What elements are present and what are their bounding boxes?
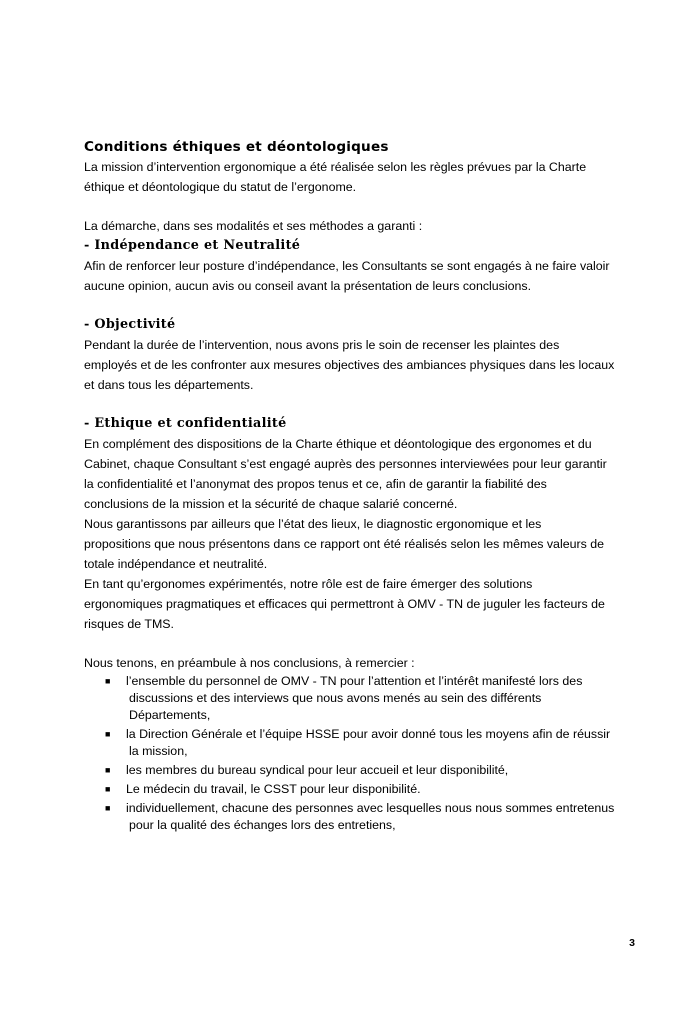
demarche-line: La démarche, dans ses modalités et ses méthodes a garanti : xyxy=(84,219,423,233)
list-item xyxy=(84,800,644,834)
list-item-line: l’ensemble du personnel de OMV - TN pour l’attention et l’intérêt manifesté lors des xyxy=(126,674,583,688)
section-title: Conditions éthiques et déontologiques xyxy=(84,139,389,155)
paragraph-line: conclusions de la mission et la sécurité de chaque salarié concerné. xyxy=(84,497,458,511)
paragraph-line: Cabinet, chaque Consultant s’est engagé auprès des personnes interviewées pour leur garantir xyxy=(84,457,607,471)
intro-line: éthique et déontologique du statut de l’ergonome. xyxy=(84,180,357,194)
list-item-line: discussions et des interviews que nous avons menés au sein des différents xyxy=(129,691,542,705)
square-bullet-icon: ■ xyxy=(105,765,111,775)
paragraph-line: En complément des dispositions de la Charte éthique et déontologique des ergonomes et du xyxy=(84,437,592,451)
square-bullet-icon: ■ xyxy=(105,784,111,794)
list-item-line: Départements, xyxy=(129,708,211,722)
list-item-line: la mission, xyxy=(129,744,188,758)
thanks-intro: Nous tenons, en préambule à nos conclusions, à remercier : xyxy=(84,656,415,670)
square-bullet-icon: ■ xyxy=(105,729,111,739)
paragraph-line: risques de TMS. xyxy=(84,617,174,631)
paragraph-line: Nous garantissons par ailleurs que l’état des lieux, le diagnostic ergonomique et les xyxy=(84,517,542,531)
page-number: 3 xyxy=(629,937,635,949)
paragraph-line: aucune opinion, aucun avis ou conseil avant la présentation de leurs conclusions. xyxy=(84,279,532,293)
list-item-line: individuellement, chacune des personnes avec lesquelles nous nous sommes entretenus xyxy=(126,801,615,815)
list-item-line: les membres du bureau syndical pour leur accueil et leur disponibilité, xyxy=(126,763,509,777)
paragraph-line: et dans tous les départements. xyxy=(84,378,254,392)
intro-line: La mission d’intervention ergonomique a été réalisée selon les règles prévues par la Charte xyxy=(84,160,587,174)
paragraph-line: Pendant la durée de l’intervention, nous avons pris le soin de recenser les plaintes des xyxy=(84,338,560,352)
page-content xyxy=(84,137,644,834)
heading-independance: - Indépendance et Neutralité xyxy=(84,238,301,253)
paragraph-line: totale indépendance et neutralité. xyxy=(84,557,268,571)
paragraph-line: propositions que nous présentons dans ce rapport ont été réalisés selon les mêmes valeurs de xyxy=(84,537,605,551)
list-item-line: la Direction Générale et l’équipe HSSE pour avoir donné tous les moyens afin de réussir xyxy=(126,727,611,741)
list-item xyxy=(84,762,644,779)
heading-ethique: - Ethique et confidentialité xyxy=(84,416,287,431)
spacer xyxy=(84,395,644,414)
list-item-line: pour la qualité des échanges lors des entretiens, xyxy=(129,818,396,832)
paragraph-line: employés et de les confronter aux mesures objectives des ambiances physiques dans les locaux xyxy=(84,358,615,372)
list-item-line: Le médecin du travail, le CSST pour leur disponibilité. xyxy=(126,782,421,796)
spacer xyxy=(84,296,644,315)
square-bullet-icon: ■ xyxy=(105,676,111,686)
paragraph-line: En tant qu’ergonomes expérimentés, notre rôle est de faire émerger des solutions xyxy=(84,577,533,591)
paragraph-line: Afin de renforcer leur posture d’indépendance, les Consultants se sont engagés à ne faire valoir xyxy=(84,259,610,273)
paragraph-line: la confidentialité et l’anonymat des propos tenus et ce, afin de garantir la fiabilité des xyxy=(84,477,547,491)
square-bullet-icon: ■ xyxy=(105,803,111,813)
paragraph-line: ergonomiques pragmatiques et efficaces qui permettront à OMV - TN de juguler les facteurs de xyxy=(84,597,605,611)
heading-objectivite: - Objectivité xyxy=(84,317,176,332)
spacer xyxy=(84,197,644,216)
list-item xyxy=(84,726,644,760)
spacer xyxy=(84,634,644,653)
list-item xyxy=(84,673,644,724)
list-item xyxy=(84,781,644,798)
